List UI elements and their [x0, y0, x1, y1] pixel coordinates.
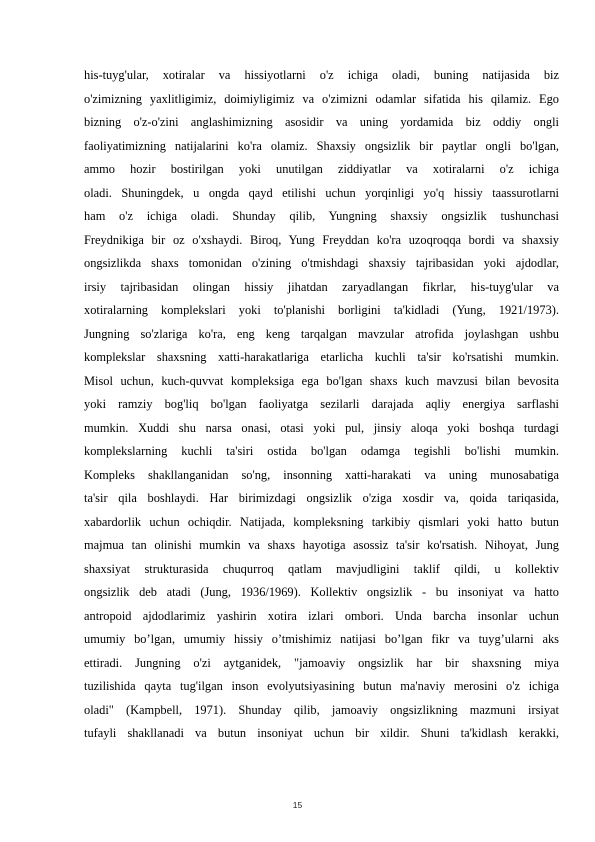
text-line: Jungning so'zlariga ko'ra, eng keng tarqalgan mavzular atrofida joylashgan ushbu: [84, 326, 559, 341]
text-line: bizning o'z-o'zini anglashimizning asosidir va uning yordamida biz oddiy ongli: [84, 115, 559, 129]
text-line: xabardorlik uchun ochiqdir. Natijada, kompleksning tarkibiy qismlari yoki hatto butun: [84, 514, 559, 529]
text-line: his-tuyg'ular, xotiralar va hissiyotlarni o'z ichiga oladi, buning natijasida biz: [84, 68, 559, 82]
text-line: tufayli shakllanadi va butun insoniyat uchun bir xildir. Shuni ta'kidlash kerakki,: [84, 726, 559, 740]
text-line: oladi. Shuningdek, u ongda qayd etilishi uchun yorqinligi yo'q hissiy taassurotlarni: [84, 185, 559, 200]
text-line: shaxsiyat strukturasida chuqurroq qatlam mavjudligini taklif qildi, u kollektiv: [84, 561, 559, 576]
text-line: ham o'z ichiga oladi. Shunday qilib, Yungning shaxsiy ongsizlik tushunchasi: [84, 209, 559, 223]
text-line: faoliyatimizning natijalarini ko'ra olamiz. Shaxsiy ongsizlik bir paytlar ongli bo'lgan,: [84, 138, 559, 153]
text-line: ta'sir qila boshlaydi. Har birimizdagi ongsizlik o'ziga xosdir va, qoida tariqasida,: [84, 491, 559, 505]
text-line: tuzilishida qayta tug'ilgan inson evolyutsiyasining butun ma'naviy merosini o'z ichiga: [84, 679, 559, 693]
text-line: o'zimizning yaxlitligimiz, doimiyligimiz va o'zimizni odamlar sifatida his qilamiz. Ego: [84, 91, 559, 106]
text-line: komplekslarning kuchli ta'siri ostida bo'lgan odamga tegishli bo'lishi mumkin.: [84, 444, 559, 458]
text-line: komplekslar shaxsning xatti-harakatlariga etarlicha kuchli ta'sir ko'rsatishi mumkin.: [84, 350, 559, 364]
text-line: Freydnikiga bir oz o'xshaydi. Biroq, Yung Freyddan ko'ra uzoqroqqa bordi va shaxsiy: [84, 232, 559, 247]
text-line: ongsizlik deb atadi (Jung, 1936/1969). Kollektiv ongsizlik - bu insoniyat va hatto: [84, 585, 559, 599]
text-line: irsiy tajribasidan olingan hissiy jihatdan zaryadlangan fikrlar, his-tuyg'ular va: [84, 279, 559, 294]
text-line: oladi" (Kampbell, 1971). Shunday qilib, jamoaviy ongsizlikning mazmuni irsiyat: [84, 702, 559, 717]
text-line: antropoid ajdodlarimiz yashirin xotira izlari ombori. Unda barcha insonlar uchun: [84, 608, 559, 623]
text-line: ettiradi. Jungning o'zi aytganidek, "jamoaviy ongsizlik har bir shaxsning miya: [84, 655, 559, 670]
text-line: ongsizlikda shaxs tomonidan o'zining o'tmishdagi shaxsiy tajribasidan yoki ajdodlar,: [84, 256, 559, 270]
text-line: ammo hozir bostirilgan yoki unutilgan ziddiyatlar va xotiralarni o'z ichiga: [84, 162, 559, 176]
text-line: umumiy bo’lgan, umumiy hissiy o’tmishimiz natijasi bo’lgan fikr va tuyg’ularni aks: [84, 632, 559, 646]
text-line: xotiralarning komplekslari yoki to'planishi borligini ta'kidladi (Yung, 1921/1973).: [84, 303, 559, 317]
text-line: yoki ramziy bog'liq bo'lgan faoliyatga sezilarli darajada aqliy energiya sarflashi: [84, 397, 559, 411]
page-number: 15: [292, 800, 303, 810]
text-line: majmua tan olinishi mumkin va shaxs hayotiga asossiz ta'sir ko'rsatish. Nihoyat, Jung: [84, 538, 559, 552]
text-line: Kompleks shakllanganidan so'ng, insonning xatti-harakati va uning munosabatiga: [84, 467, 559, 482]
body-text: [84, 64, 559, 746]
text-line: mumkin. Xuddi shu narsa onasi, otasi yoki pul, jinsiy aloqa yoki boshqa turdagi: [84, 420, 559, 435]
text-line: Misol uchun, kuch-quvvat kompleksiga ega bo'lgan shaxs kuch mavzusi bilan bevosita: [84, 373, 559, 388]
